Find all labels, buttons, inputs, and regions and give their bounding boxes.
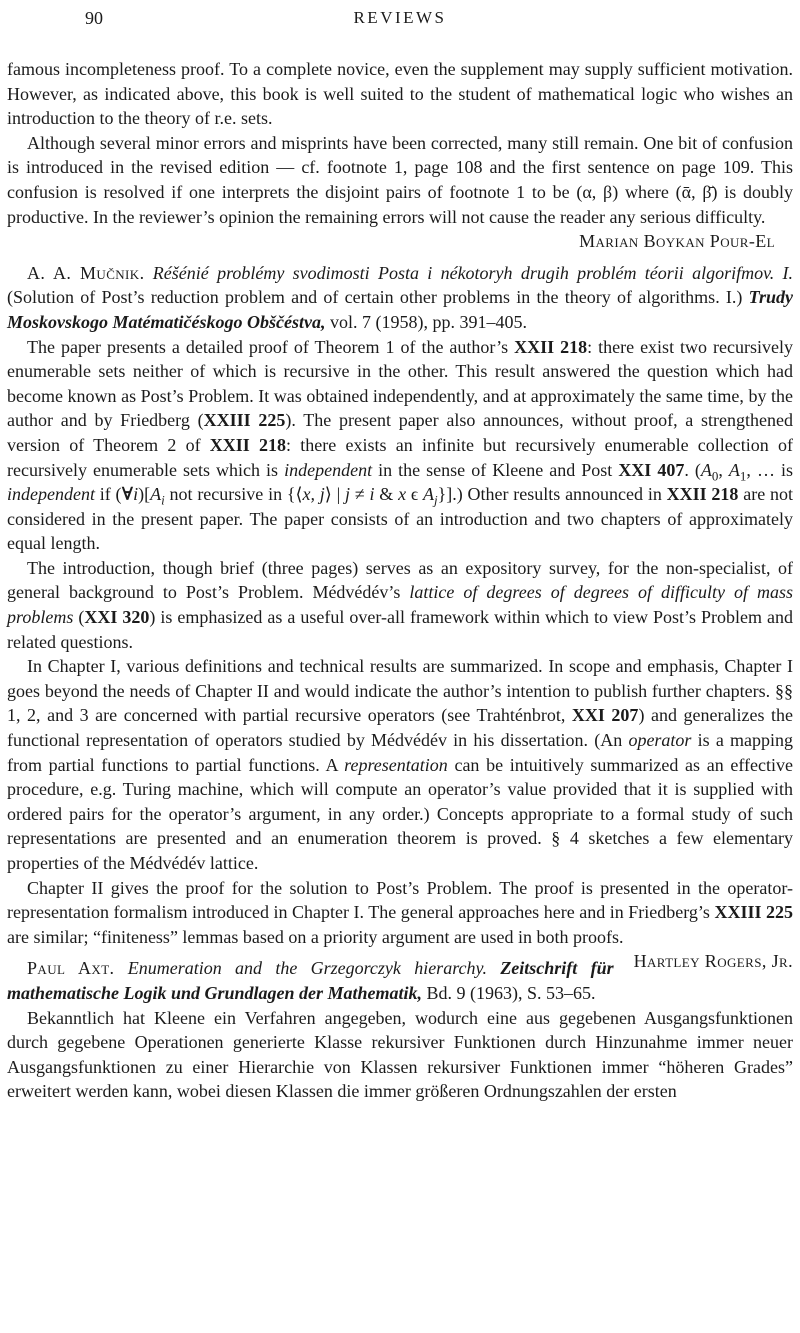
review-body-paragraph	[7, 335, 793, 556]
review-body-paragraph	[7, 57, 793, 131]
text-run: are not considered in the present paper. The paper consists of an introduction and two chapters of approximately equal length.	[7, 484, 793, 554]
text-run: ) is emphasized as a useful over-all framework within which to view Post’s Problem and related questions.	[7, 607, 793, 652]
text-run: (	[73, 607, 85, 628]
text-run: Bd. 9 (1963), S. 53–65.	[422, 982, 596, 1003]
reviewer-signature	[7, 229, 793, 254]
text-run: ≠	[350, 484, 370, 505]
review-end-pour-el	[7, 57, 793, 254]
text-run: : there exist two recursively enumerable sets neither of which is recursive in the other. This result answered the question which had become known as Post’s Problem. It was obtained independently, and at approximately the same time, by the author and by Friedberg (	[7, 336, 794, 431]
review-body-paragraph	[7, 654, 793, 875]
text-run: representation	[344, 754, 448, 775]
text-run: independent	[284, 459, 373, 480]
text-run: if (	[94, 484, 122, 505]
text-run: A	[422, 484, 434, 505]
text-run: XXII 218	[209, 434, 287, 455]
text-run: , … is	[746, 459, 793, 480]
text-run: j	[433, 492, 438, 508]
review-body-paragraph	[7, 556, 793, 654]
text-run: A. A. Mučnik.	[27, 262, 145, 283]
text-run: )[	[138, 484, 151, 505]
text-run: Zeitschrift für mathematische Logik und Grundlagen der Mathematik,	[7, 958, 614, 1003]
text-run: XXIII 225	[714, 902, 793, 923]
review-citation	[7, 261, 793, 335]
text-run: ,	[718, 459, 729, 480]
page-content	[7, 57, 793, 1104]
text-run: . (	[684, 459, 701, 480]
text-run: XXIII 225	[203, 410, 286, 431]
text-run: Enumeration and the Grzegorczyk hierarchy.	[127, 958, 488, 979]
text-run: are similar; “finiteness” lemmas based on a priority argument are used in both proofs.	[7, 926, 624, 947]
text-run: In Chapter I, various definitions and technical results are summarized. In scope and emphasis, Chapter I goes beyond the needs of Chapter II and would indicate the author’s intention to publish further chapters. §§ 1, 2, and 3 are concerned with partial recursive operators (see Trahténbrot,	[7, 656, 793, 726]
text-run	[487, 958, 500, 978]
text-run: Marian Boykan Pour-El	[579, 231, 775, 252]
text-run: 0	[711, 468, 719, 484]
text-run: Réšénié problémy svodimosti Posta i nékotoryh drugih problém téorii algorifmov. I.	[152, 262, 794, 283]
text-run: i	[161, 492, 165, 508]
text-run: : there exists an infinite but recursively enumerable collection of recursively enumerable sets which is	[7, 434, 793, 480]
page-header	[7, 6, 793, 32]
text-run: XXI 207	[571, 705, 639, 726]
text-run: &	[374, 484, 399, 505]
text-run: operator	[628, 730, 692, 751]
text-run: XXII 218	[666, 484, 739, 505]
text-run: ) and generalizes the functional representation of operators studied by Médvédév in his dissertation. (An	[7, 705, 793, 751]
text-run: XXII 218	[514, 336, 588, 357]
text-run: Although several minor errors and misprints have been corrected, many still remain. One bit of confusion is introduced in the revised edition — cf. footnote 1, page 108 and the first sentence on page 109. This confusion is resolved if one interprets the disjoint pairs of footnote 1 to be (α, β) where (ᾱ, β̄) is doubly productive. In the reviewer’s opinion the remaining errors will not cause the reader any serious difficulty.	[7, 132, 793, 227]
text-run: i	[133, 484, 139, 505]
text-run: x	[398, 484, 407, 505]
text-run: The introduction, though brief (three pages) serves as an expository survey, for the non-specialist, of general background to Post’s Problem. Médvédév’s	[7, 557, 793, 603]
text-run: Chapter II gives the proof for the solution to Post’s Problem. The proof is presented in the operator-representation formalism introduced in Chapter I. The general approaches here and in Friedberg’s	[7, 877, 793, 923]
text-run: Trudy Moskovskogo Matématičéskogo Obščéstva,	[7, 287, 793, 332]
running-title: REVIEWS	[353, 8, 447, 27]
review-axt	[7, 956, 793, 1104]
text-run: ). The present paper also announces, without proof, a strengthened version of Theorem 2 of	[7, 410, 794, 455]
text-run: 1	[739, 468, 747, 484]
text-run: not recursive in {⟨	[164, 484, 303, 505]
text-run: The paper presents a detailed proof of Theorem 1 of the author’s	[27, 336, 515, 357]
text-run: i	[369, 484, 375, 505]
text-run: j	[345, 484, 351, 505]
text-run: is a mapping from partial functions to partial functions. A	[7, 730, 793, 775]
text-run	[144, 263, 152, 283]
text-run: (Solution of Post’s reduction problem and of certain other problems in the theory of algorithms. I.)	[7, 287, 749, 308]
page-number: 90	[85, 8, 103, 28]
text-run: ϵ	[406, 484, 423, 505]
text-run: vol. 7 (1958), pp. 391–405.	[325, 311, 527, 332]
text-run: A	[700, 459, 712, 480]
text-run: ∀	[121, 484, 134, 505]
review-body-paragraph	[7, 131, 793, 229]
text-run: independent	[7, 484, 95, 505]
text-run: x, j	[302, 484, 325, 505]
text-run: XXI 320	[84, 607, 150, 628]
review-body-paragraph	[7, 1006, 793, 1104]
text-run: }].) Other results announced in	[437, 484, 667, 505]
text-run: can be intuitively summarized as an effective procedure, e.g. Turing machine, which will compute an operator’s value provided that it is supplied with ordered pairs for the operator’s argument, in any order.) Concepts appropriate to a formal study of such representations are presented and an enumeration theorem is proved. § 4 sketches a few elementary properties of the Médvédév lattice.	[7, 754, 793, 873]
text-run: Bekanntlich hat Kleene ein Verfahren angegeben, wodurch eine aus gegebenen Ausgangsfunktionen durch gegebene Operationen generierte Klasse rekursiver Funktionen durch Hinzunahme immer neuer Ausgangsfunktionen zu einer Hierarchie von Klassen rekursiver Funktionen immer “höheren Grades” erweitert werden kann, wobei diesen Klassen die immer größeren Ordnungszahlen der ersten	[7, 1007, 793, 1102]
text-run: Hartley Rogers, Jr.	[633, 951, 793, 972]
text-run: XXI 407	[618, 459, 685, 480]
text-run: in the sense of Kleene and Post	[372, 459, 619, 480]
text-run: lattice of degrees of degrees of difficulty of mass problems	[7, 582, 793, 628]
text-run: A	[150, 484, 162, 505]
text-run: ⟩ |	[324, 484, 346, 505]
text-run: Paul Axt.	[27, 958, 115, 979]
text-run: A	[728, 459, 740, 480]
text-run: famous incompleteness proof. To a complete novice, even the supplement may supply sufficient motivation. However, as indicated above, this book is well suited to the student of mathematical logic who wishes an introduction to the theory of r.e. sets.	[7, 59, 793, 129]
text-run	[114, 958, 127, 978]
